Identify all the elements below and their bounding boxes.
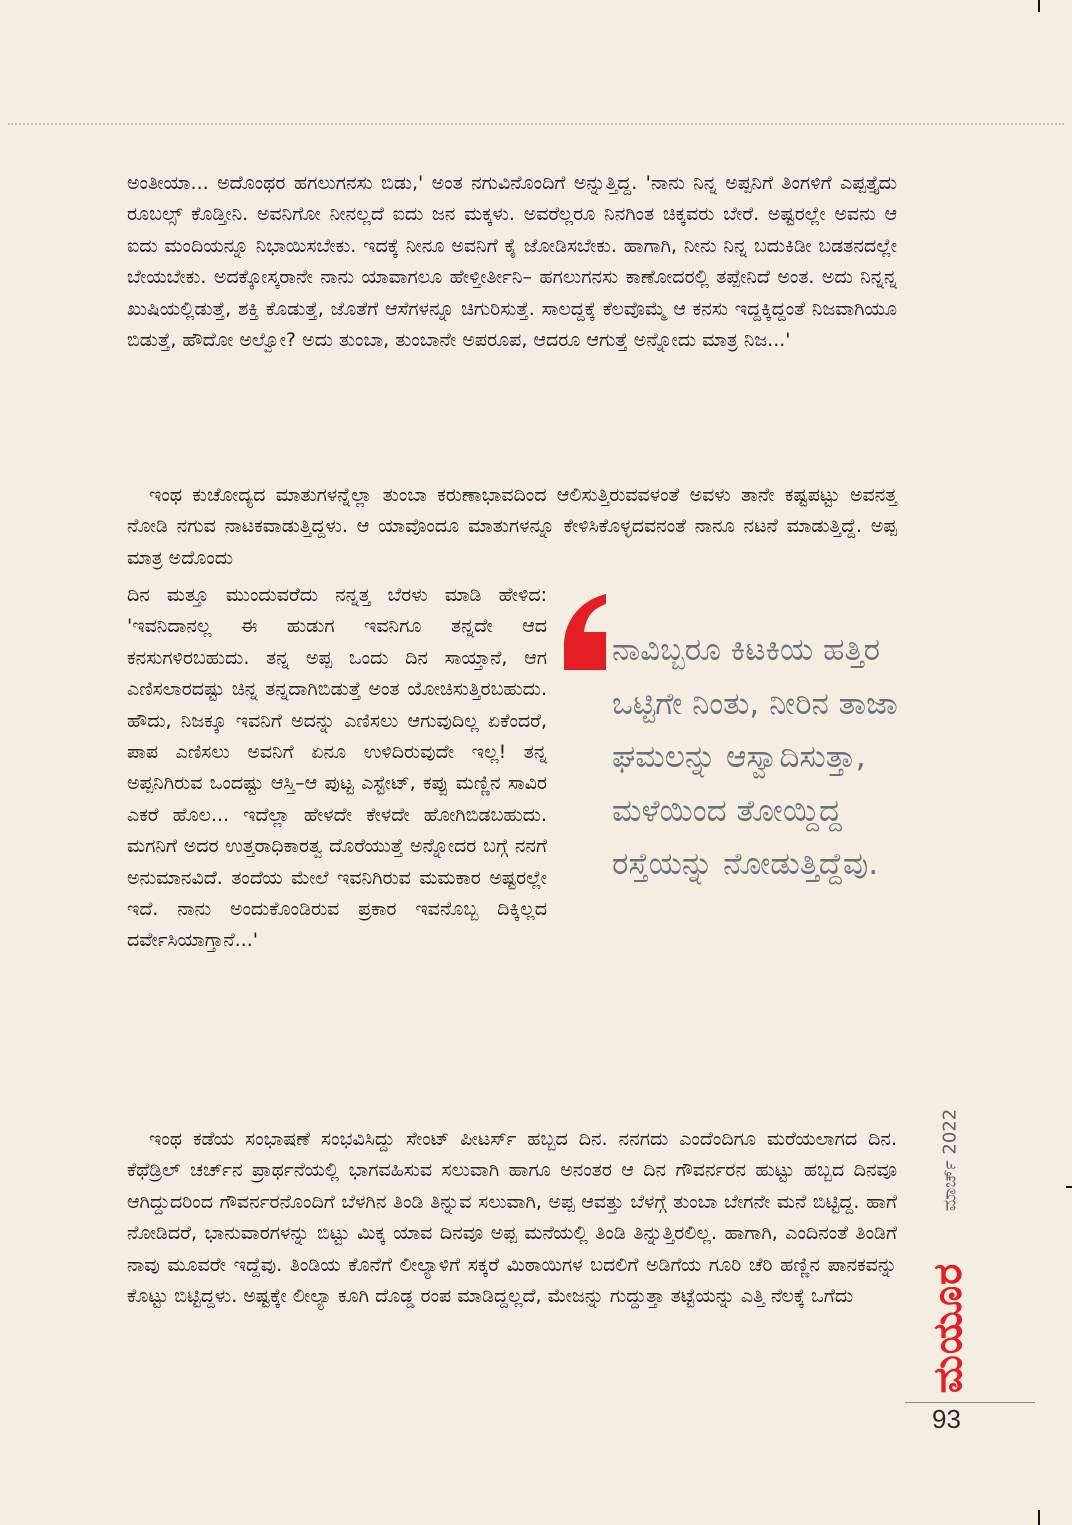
quote-mark-icon (562, 594, 608, 670)
paragraph-1: ಅಂತೀಯಾ... ಅದೊಂಥರ ಹಗಲುಗನಸು ಬಿಡು,' ಅಂತ ನಗುವಿನೊಂದಿಗೆ ಅನ್ನುತ್ತಿದ್ದ. 'ನಾನು ನಿನ್ನ ಅಪ್ಪನಿಗೆ ತಿಂಗಳಿಗೆ ಎಪ್ಪತ್ತೈದು ರೂಬಲ್ಸ್ ಕೊಡ್ತೀನಿ. ಅವನಿಗೋ ನೀನಲ್ಲದೆ ಐದು ಜನ ಮಕ್ಕಳು. ಅವರೆಲ್ಲರೂ ನಿನಗಿಂತ ಚಿಕ್ಕವರು ಬೇರೆ. ಅಷ್ಟರಲ್ಲೇ ಅವನು ಆ ಐದು ಮಂದಿಯನ್ನೂ ನಿಭಾಯಿಸಬೇಕು. ಇದಕ್ಕೆ ನೀನೂ ಅವನಿಗೆ ಕೈ ಜೋಡಿಸಬೇಕು. ಹಾಗಾಗಿ, ನೀನು ನಿನ್ನ ಬದುಕಿಡೀ ಬಡತನದಲ್ಲೇ ಬೇಯಬೇಕು. ಅದಕ್ಕೋಸ್ಕರಾನೇ ನಾನು ಯಾವಾಗಲೂ ಹೇಳ್ತೀರ್ತೀನಿ– ಹಗಲುಗನಸು ಕಾಣೋದರಲ್ಲಿ ತಪ್ಪೇನಿದೆ ಅಂತ. ಅದು ನಿನ್ನನ್ನ ಖುಷಿಯಲ್ಲಿಡುತ್ತೆ, ಶಕ್ತಿ ಕೊಡುತ್ತೆ, ಜೊತೆಗೆ ಆಸೆಗಳನ್ನೂ ಚಿಗುರಿಸುತ್ತೆ. ಸಾಲದ್ದಕ್ಕೆ ಕೆಲವೊಮ್ಮೆ ಆ ಕನಸು ಇದ್ದಕ್ಕಿದ್ದಂತೆ ನಿಜವಾಗಿಯೂ ಬಿಡುತ್ತೆ, ಹೌದೋ ಅಲ್ವೋ? ಅದು ತುಂಬಾ, ತುಂಬಾನೇ ಅಪರೂಪ, ಆದರೂ ಆಗುತ್ತೆ ಅನ್ನೋದು ಮಾತ್ರ ನಿಜ...' (127, 172, 897, 352)
magazine-logo-text: ಮಯೂರ (925, 1262, 971, 1393)
page-number-rule (905, 1402, 1035, 1403)
paragraph-3: ದಿನ ಮತ್ತೂ ಮುಂದುವರೆದು ನನ್ನತ್ತ ಬೆರಳು ಮಾಡಿ ಹೇಳಿದ: 'ಇವನಿದಾನಲ್ಲ ಈ ಹುಡುಗ ಇವನಿಗೂ ತನ್ನದೇ ಆದ ಕನಸುಗಳಿರಬಹುದು. ತನ್ನ ಅಪ್ಪ ಒಂದು ದಿನ ಸಾಯ್ತಾನೆ, ಆಗ ಎಣಿಸಲಾರದಷ್ಟು ಚಿನ್ನ ತನ್ನದಾಗಿಬಿಡುತ್ತೆ ಅಂತ ಯೋಚಿಸುತ್ತಿರಬಹುದು. ಹೌದು, ನಿಜಕ್ಕೂ ಇವನಿಗೆ ಅದನ್ನು ಎಣಿಸಲು ಆಗುವುದಿಲ್ಲ ಏಕೆಂದರೆ, ಪಾಪ ಎಣಿಸಲು ಅವನಿಗೆ ಏನೂ ಉಳಿದಿರುವುದೇ ಇಲ್ಲ! ತನ್ನ ಅಪ್ಪನಿಗಿರುವ ಒಂದಷ್ಟು ಆಸ್ತಿ–ಆ ಪುಟ್ಟ ಎಸ್ಟೇಟ್, ಕಪ್ಪು ಮಣ್ಣಿನ ಸಾವಿರ ಎಕರೆ ಹೊಲ... ಇದೆಲ್ಲಾ ಹೇಳದೇ ಕೇಳದೇ ಹೋಗಿಬಿಡಬಹುದು. ಮಗನಿಗೆ ಅದರ ಉತ್ತರಾಧಿಕಾರತ್ವ ದೊರೆಯುತ್ತೆ ಅನ್ನೋದರ ಬಗ್ಗೆ ನನಗೆ ಅನುಮಾನವಿದೆ. ತಂದೆಯ ಮೇಲೆ ಇವನಿಗಿರುವ ಮಮಕಾರ ಅಷ್ಟರಲ್ಲೇ ಇದೆ. ನಾನು ಅಂದುಕೊಂಡಿರುವ ಪ್ರಕಾರ ಇವನೊಬ್ಬ ದಿಕ್ಕಿಲ್ಲದ ದರ್ವೇಸಿಯಾಗ್ತಾನೆ...' (127, 584, 547, 952)
crop-mark-side (1066, 1186, 1072, 1188)
magazine-logo (918, 1240, 978, 1415)
issue-date-text: ಮಾರ್ಚ್ 2022 (939, 1108, 961, 1212)
pull-quote: ನಾವಿಬ್ಬರೂ ಕಿಟಕಿಯ ಹತ್ತಿರ ಒಟ್ಟಿಗೇ ನಿಂತು, ನೀರಿನ ತಾಜಾ ಘಮಲನ್ನು ಆಸ್ವಾದಿಸುತ್ತಾ, ಮಳೆಯಿಂದ ತೋಯ್ದಿದ್ದ ರಸ್ತೆಯನ್ನು ನೋಡುತ್ತಿದ್ದೆವು. (612, 632, 898, 882)
issue-date-label (923, 1095, 977, 1225)
crop-mark-bottom (1038, 1510, 1040, 1525)
paragraph-2: ಇಂಥ ಕುಚೋದ್ಯದ ಮಾತುಗಳನ್ನೆಲ್ಲಾ ತುಂಬಾ ಕರುಣಾಭಾವದಿಂದ ಆಲಿಸುತ್ತಿರುವವಳಂತೆ ಅವಳು ತಾನೇ ಕಷ್ಟಪಟ್ಟು ಅವನತ್ತ ನೋಡಿ ನಗುವ ನಾಟಕವಾಡುತ್ತಿದ್ದಳು. ಆ ಯಾವೊಂದೂ ಮಾತುಗಳನ್ನೂ ಕೇಳಿಸಿಕೊಳ್ಳದವನಂತೆ ನಾನೂ ನಟನೆ ಮಾಡುತ್ತಿದ್ದೆ. ಅಪ್ಪ ಮಾತ್ರ ಅದೊಂದು (127, 484, 897, 569)
header-dotted-rule (8, 123, 1064, 125)
crop-mark-top (1038, 0, 1040, 12)
page-number: 93 (932, 1404, 961, 1434)
paragraph-4: ಇಂಥ ಕಡೆಯ ಸಂಭಾಷಣೆ ಸಂಭವಿಸಿದ್ದು ಸೇಂಟ್ ಪೀಟರ್ಸ್ ಹಬ್ಬದ ದಿನ. ನನಗದು ಎಂದೆಂದಿಗೂ ಮರೆಯಲಾಗದ ದಿನ. ಕೆಥೆಡ್ರಿಲ್ ಚರ್ಚ್‌ನ ಪ್ರಾರ್ಥನೆಯಲ್ಲಿ ಭಾಗವಹಿಸುವ ಸಲುವಾಗಿ ಹಾಗೂ ಅನಂತರ ಆ ದಿನ ಗೌವರ್ನರನ ಹುಟ್ಟು ಹಬ್ಬದ ದಿನವೂ ಆಗಿದ್ದುದರಿಂದ ಗೌವರ್ನರನೊಂದಿಗೆ ಬೆಳಗಿನ ತಿಂಡಿ ತಿನ್ನುವ ಸಲುವಾಗಿ, ಅಪ್ಪ ಆವತ್ತು ಬೆಳಗ್ಗೆ ತುಂಬಾ ಬೇಗನೇ ಮನೆ ಬಿಟ್ಟಿದ್ದ. ಹಾಗೆ ನೋಡಿದರೆ, ಭಾನುವಾರಗಳನ್ನು ಬಿಟ್ಟು ಮಿಕ್ಕ ಯಾವ ದಿನವೂ ಅಪ್ಪ ಮನೆಯಲ್ಲಿ ತಿಂಡಿ ತಿನ್ನುತ್ತಿರಲಿಲ್ಲ. ಹಾಗಾಗಿ, ಎಂದಿನಂತೆ ತಿಂಡಿಗೆ ನಾವು ಮೂವರೇ ಇದ್ದೆವು. ತಿಂಡಿಯ ಕೊನೆಗೆ ಲೀಲ್ಯಾಳಿಗೆ ಸಕ್ಕರೆ ಮಿಠಾಯಿಗಳ ಬದಲಿಗೆ ಅಡಿಗೆಯ ಗೂರಿ ಚೆರಿ ಹಣ್ಣಿನ ಪಾನಕವನ್ನು ಕೊಟ್ಟು ಬಿಟ್ಟಿದ್ದಳು. ಅಷ್ಟಕ್ಕೇ ಲೀಲ್ಯಾ ಕೂಗಿ ದೊಡ್ಡ ರಂಪ ಮಾಡಿದ್ದಲ್ಲದೆ, ಮೇಜನ್ನು ಗುದ್ದುತ್ತಾ ತಟ್ಟೆಯನ್ನು ಎತ್ತಿ ನೆಲಕ್ಕೆ ಒಗೆದು (127, 1128, 897, 1308)
